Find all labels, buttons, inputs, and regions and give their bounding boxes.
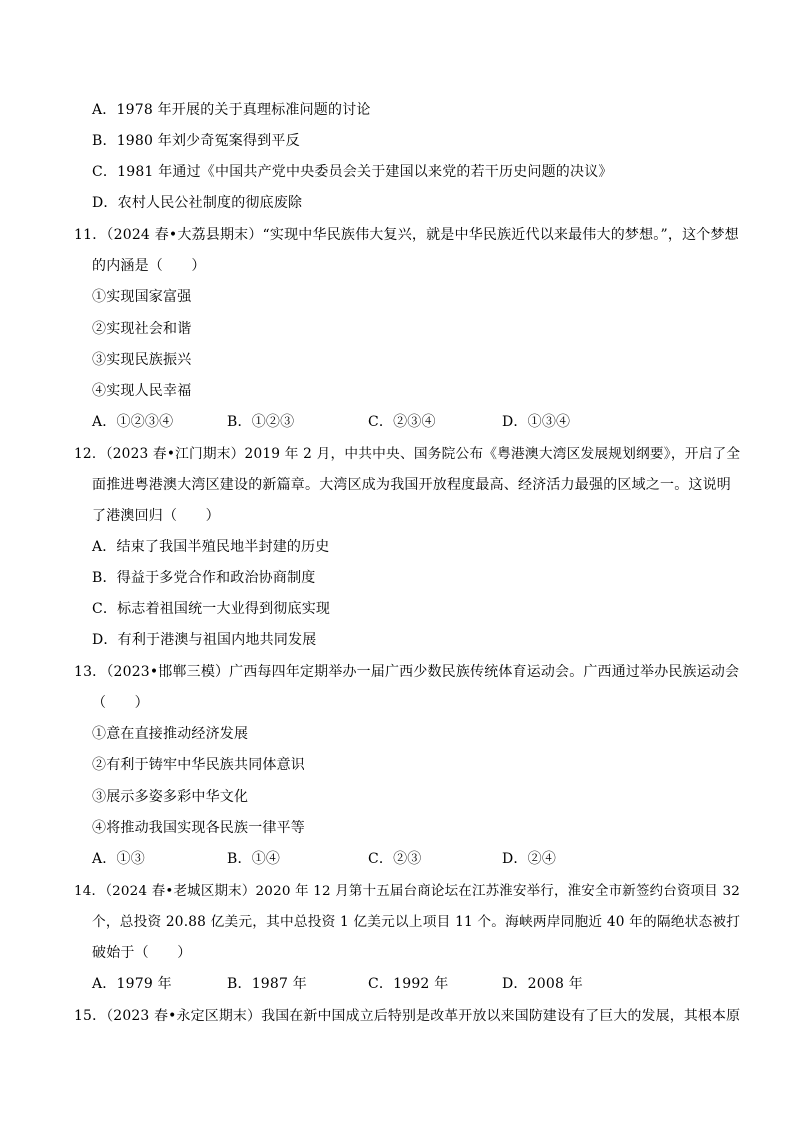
q10-option-a: A．1978 年开展的关于真理标准问题的讨论 [92,102,371,118]
q13-item-1: ①意在直接推动经济发展 [92,726,249,742]
q11-item-1: ①实现国家富强 [92,289,192,305]
q13-item-4: ④将推动我国实现各民族一律平等 [92,820,305,836]
q14-choices [0,975,794,993]
q11-choice-c: C．②③④ [368,414,436,430]
q13-stem-line1: 13．（2023•邯郸三模）广西每四年定期举办一届广西少数民族传统体育运动会。广西通过举办民族运动会 [74,664,740,680]
q13-choice-d: D．②④ [502,851,557,867]
q12-stem-line1: 12．（2023 春•江门期末）2019 年 2 月，中共中央、国务院公布《粤港澳大湾区发展规划纲要》，开启了全 [74,446,741,462]
q12-stem-line2: 面推进粤港澳大湾区建设的新篇章。大湾区成为我国开放程度最高、经济活力最强的区域之一。这说明 [92,477,731,493]
q13-item-2: ②有利于铸牢中华民族共同体意识 [92,757,305,773]
q12-option-a: A．结束了我国半殖民地半封建的历史 [92,539,330,555]
q11-choice-d: D．①③④ [502,414,571,430]
q11-item-4: ④实现人民幸福 [92,383,192,399]
q11-item-3: ③实现民族振兴 [92,352,192,368]
q14-stem-line3: 破始于（ ） [92,945,192,961]
q10-option-d: D．农村人民公社制度的彻底废除 [92,195,303,211]
q14-choice-a: A．1979 年 [92,976,172,992]
q14-choice-b: B．1987 年 [227,976,307,992]
q12-option-d: D．有利于港澳与祖国内地共同发展 [92,632,317,648]
q11-choice-a: A．①②③④ [92,414,174,430]
q11-choices [0,413,794,431]
q10-option-b: B．1980 年刘少奇冤案得到平反 [92,133,300,149]
q12-option-c: C．标志着祖国统一大业得到彻底实现 [92,601,331,617]
q14-stem-line2: 个，总投资 20.88 亿美元，其中总投资 1 亿美元以上项目 11 个。海峡两岸同胞近 40 年的隔绝状态被打 [92,914,741,930]
q11-stem-line2: 的内涵是（ ） [92,258,206,274]
q12-stem-line3: 了港澳回归（ ） [92,508,220,524]
q14-choice-c: C．1992 年 [368,976,449,992]
q12-option-b: B．得益于多党合作和政治协商制度 [92,570,316,586]
q13-choice-b: B．①④ [227,851,281,867]
q14-stem-line1: 14．（2024 春•老城区期末）2020 年 12 月第十五届台商论坛在江苏淮安举行，淮安全市新签约台资项目 32 [74,883,740,899]
q11-item-2: ②实现社会和谐 [92,321,192,337]
q14-choice-d: D．2008 年 [502,976,583,992]
q13-item-3: ③展示多姿多彩中华文化 [92,789,249,805]
q13-choices [0,850,794,868]
q13-choice-c: C．②③ [368,851,422,867]
q11-choice-b: B．①②③ [227,414,295,430]
q13-choice-a: A．①③ [92,851,145,867]
q10-option-c: C．1981 年通过《中国共产党中央委员会关于建国以来党的若干历史问题的决议》 [92,164,613,180]
q11-stem-line1: 11．（2024 春•大荔县期末）“实现中华民族伟大复兴，就是中华民族近代以来最伟大的梦想。”，这个梦想 [74,227,739,243]
q13-stem-line2: （ ） [92,695,149,711]
q15-stem-line1: 15．（2023 春•永定区期末）我国在新中国成立后特别是改革开放以来国防建设有了巨大的发展，其根本原 [74,1008,741,1024]
